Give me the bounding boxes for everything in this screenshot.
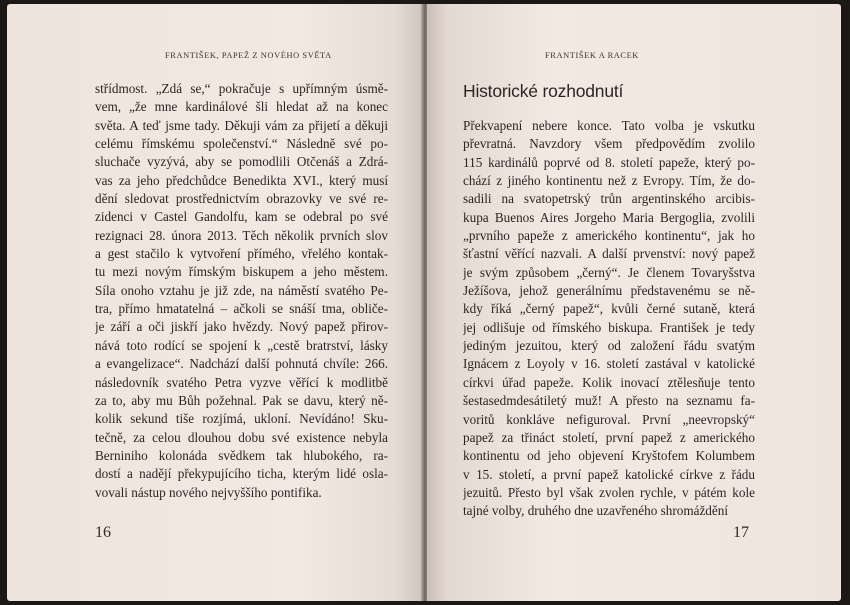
left-body-text <box>95 80 388 502</box>
right-page <box>427 4 841 601</box>
text-line: chází z jiného kontinentu než z Evropy. Tím, že do- <box>463 173 755 189</box>
text-line: rezignaci 28. února 2013. Těch několik prvních slov <box>95 227 388 243</box>
right-body-text <box>463 117 755 521</box>
text-line: Ježíšova, jehož generálnímu představenému se ně- <box>463 283 755 299</box>
text-line: vas za jeho předchůdce Benedikta XVI., který musí <box>95 172 388 188</box>
text-line: střídmost. „Zdá se,“ pokračuje s upřímným úsmě- <box>95 81 388 96</box>
text-line: v 15. století, a první papež katolické církve z řádu <box>463 466 755 482</box>
text-line: tra, přímo hmatatelná – ačkoli se snáší tma, obliče- <box>95 301 388 317</box>
text-line: jediným jezuitou, který od založení řádu svatým <box>463 338 755 354</box>
text-line: sluchače vyzývá, aby se pomodlili Otčenáš a Zdrá- <box>95 154 388 170</box>
left-page <box>7 4 423 601</box>
text-line: „prvního papeže z amerického kontinentu“, jak ho <box>463 228 755 244</box>
text-line: celému římskému společenství.“ Následně své po- <box>95 136 388 152</box>
right-running-head: FRANTIŠEK A RACEK <box>545 51 639 60</box>
text-line: světa. A teď jsme tady. Děkuji vám za přijetí a děkuji <box>95 117 388 133</box>
text-line: a evangelizace“. Nadchází další pohnutá chvíle: 266. <box>95 356 388 372</box>
text-line: je září a oči jiskří jako hvězdy. Nový papež přirov- <box>95 319 388 335</box>
text-line: tečně, za celou dlouhou dobu své existence nebyla <box>95 429 388 445</box>
text-line: vem, „že mne kardinálové šli hledat až na konec <box>95 99 388 115</box>
text-line: dostí a nadějí překypujícího ticha, kterým lidé osla- <box>95 466 388 482</box>
text-line: Ignácem z Loyoly v 16. století zastával v katolické <box>463 356 755 372</box>
text-line: je svým způsobem „černý“. Je členem Tovaryšstva <box>463 264 755 280</box>
left-running-head: FRANTIŠEK, PAPEŽ Z NOVÉHO SVĚTA <box>165 51 332 60</box>
text-line: jezuitů. Přesto byl však zvolen rychle, v pátém kole <box>463 484 755 500</box>
text-line: a gest stačilo k vytvoření přímého, vřelého kontak- <box>95 246 388 262</box>
text-line: Berniniho kolonáda svědkem tak hlubokého, ra- <box>95 447 388 463</box>
text-line: šťastní věřící nazvali. A další prvenství: nový papež <box>463 246 755 262</box>
text-line: kontinentu od jeho objevení Kryštofem Kolumbem <box>463 448 755 464</box>
text-line: zidenci v Castel Gandolfu, kam se odebral po své <box>95 209 388 225</box>
text-line: kolik sekund tiše rozjímá, ukloní. Nevídáno! Sku- <box>95 411 388 427</box>
text-line: šestasedmdesátiletý muž! A přesto na seznamu fa- <box>463 393 755 409</box>
text-line: nává toto rodící se spojení k „cestě bratrství, lásky <box>95 337 388 353</box>
right-page-number: 17 <box>733 524 749 541</box>
left-page-number: 16 <box>95 524 111 541</box>
text-line: sadili na svatopetrský trůn argentinského arcibis- <box>463 191 755 207</box>
text-line: dění sledovat prostřednictvím obrazovky ve své re- <box>95 191 388 207</box>
text-line: převratná. Navzdory všem předpovědím zvolilo <box>463 136 755 152</box>
text-line: tu mezi novým římským biskupem a jeho městem. <box>95 264 388 280</box>
text-line: následovník svatého Petra vyzve věřící k modlitbě <box>95 374 388 390</box>
text-line: za to, aby mu Bůh požehnal. Pak se davu, který ně- <box>95 392 388 408</box>
text-line: kupa Buenos Aires Jorgeho Maria Bergoglia, zvolili <box>463 209 755 225</box>
text-line: 115 kardinálů poprvé od 8. století papeže, který po- <box>463 154 755 170</box>
text-line: vovali nástup nového nejvyššího pontifika. <box>95 484 322 500</box>
text-line: papež za třináct století, první papež z amerického <box>463 429 755 445</box>
book-spread <box>7 4 843 601</box>
text-line: Překvapení nebere konce. Tato volba je vskutku <box>463 118 755 133</box>
text-line: církvi úřad papeže. Kolik inovací ztělesňuje tento <box>463 374 755 390</box>
text-line: kdy říká „černý papež“, kvůli černé sutaně, která <box>463 301 755 317</box>
text-line: jej odlišuje od římského biskupa. František je tedy <box>463 319 755 335</box>
text-line: voritů konkláve nefiguroval. První „neevropský“ <box>463 411 755 427</box>
chapter-title: Historické rozhodnutí <box>463 81 624 101</box>
text-line: tajné volby, druhého dne uzavřeného shromáždění <box>463 503 728 519</box>
text-line: Síla onoho vztahu je již zde, na náměstí svatého Pe- <box>95 282 388 298</box>
